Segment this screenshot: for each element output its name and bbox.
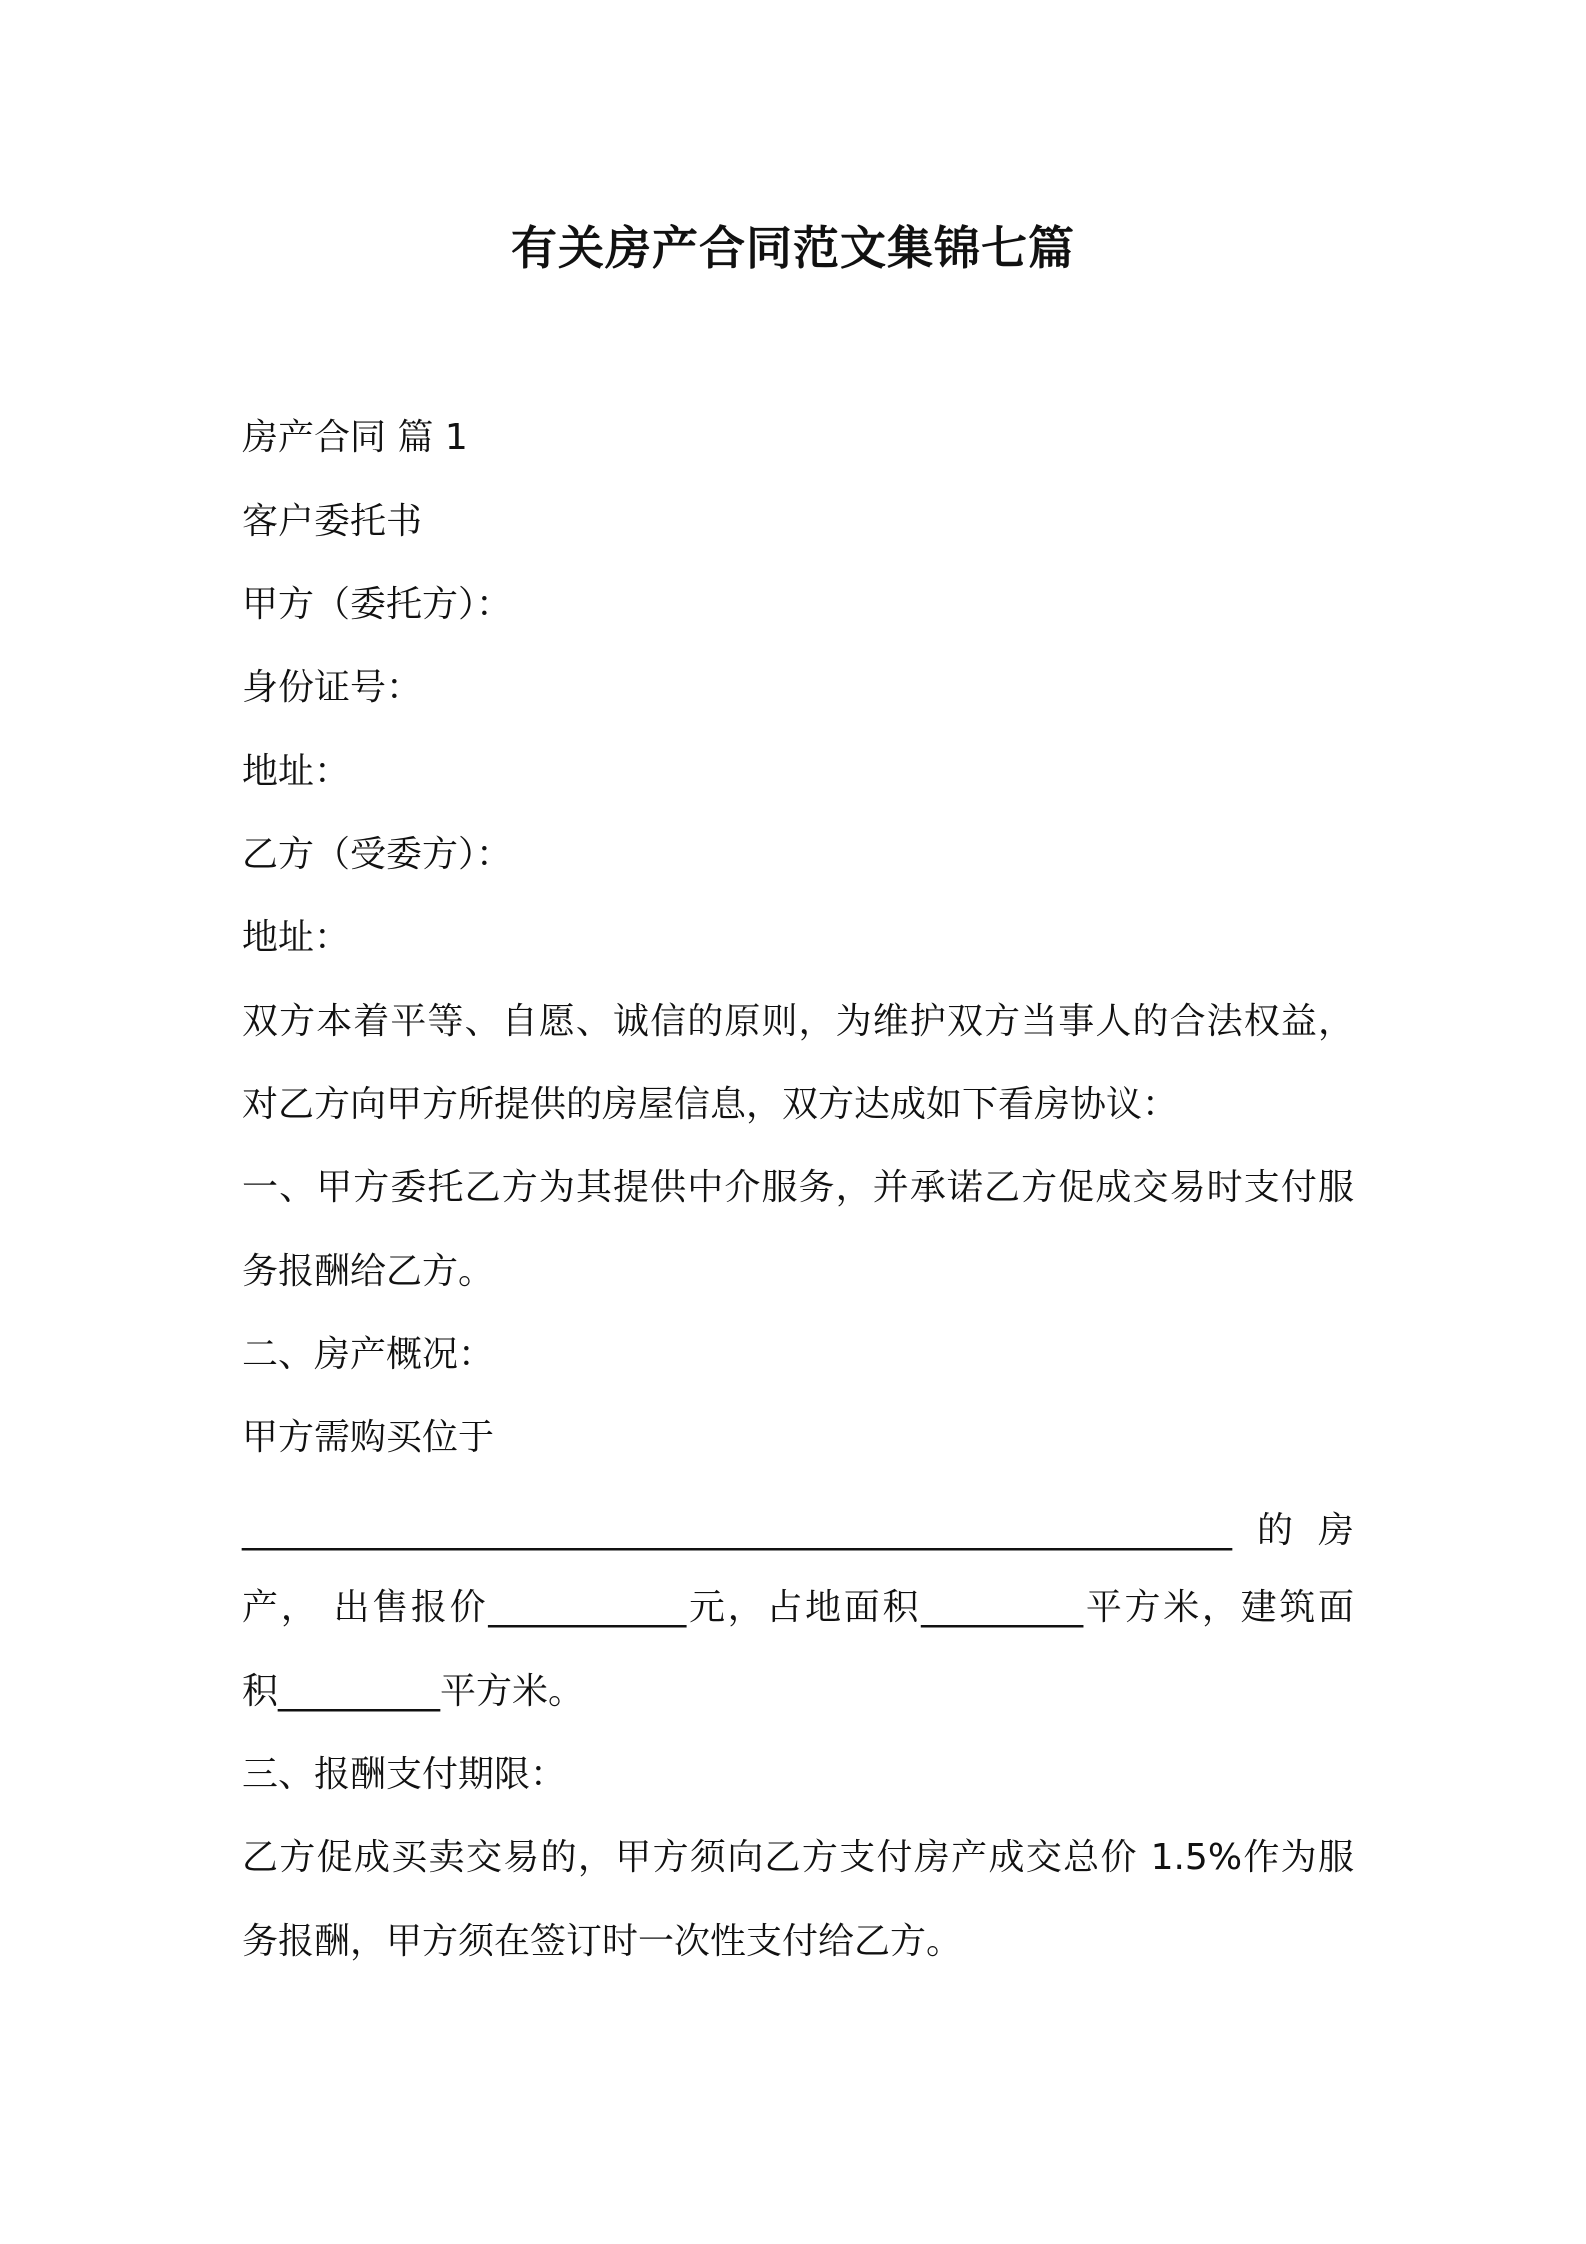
paragraph-line: 地址： bbox=[242, 917, 351, 958]
section-heading: 房产合同 篇 1 bbox=[242, 417, 468, 458]
paragraph-line: 甲方（委托方）： bbox=[242, 584, 513, 625]
paragraph-line: 地址： bbox=[242, 751, 351, 792]
paragraph-line: 务报酬给乙方。 bbox=[242, 1251, 495, 1292]
paragraph-line: 乙方促成买卖交易的，甲方须向乙方支付房产成交总价 1.5%作为服 bbox=[242, 1837, 1354, 1878]
paragraph-line: _______________________________________________________的房 bbox=[242, 1510, 1354, 1551]
paragraph-line: 双方本着平等、自愿、诚信的原则，为维护双方当事人的合法权益， bbox=[242, 1001, 1354, 1042]
paragraph-line: 一、甲方委托乙方为其提供中介服务，并承诺乙方促成交易时支付服 bbox=[242, 1167, 1354, 1208]
paragraph-line: 客户委托书 bbox=[242, 501, 423, 542]
paragraph-line: 身份证号： bbox=[242, 667, 423, 708]
document-title: 有关房产合同范文集锦七篇 bbox=[511, 221, 1075, 275]
paragraph-line: 积_________平方米。 bbox=[242, 1671, 585, 1712]
paragraph-line: 产， 出售报价___________元，占地面积_________平方米，建筑面 bbox=[242, 1587, 1354, 1628]
paragraph-line: 务报酬，甲方须在签订时一次性支付给乙方。 bbox=[242, 1921, 963, 1962]
paragraph-line: 乙方（受委方）： bbox=[242, 834, 513, 875]
paragraph-line: 甲方需购买位于 bbox=[242, 1417, 495, 1458]
paragraph-line: 对乙方向甲方所提供的房屋信息，双方达成如下看房协议： bbox=[242, 1084, 1179, 1125]
paragraph-line: 三、报酬支付期限： bbox=[242, 1754, 567, 1795]
paragraph-line: 二、房产概况： bbox=[242, 1334, 495, 1375]
